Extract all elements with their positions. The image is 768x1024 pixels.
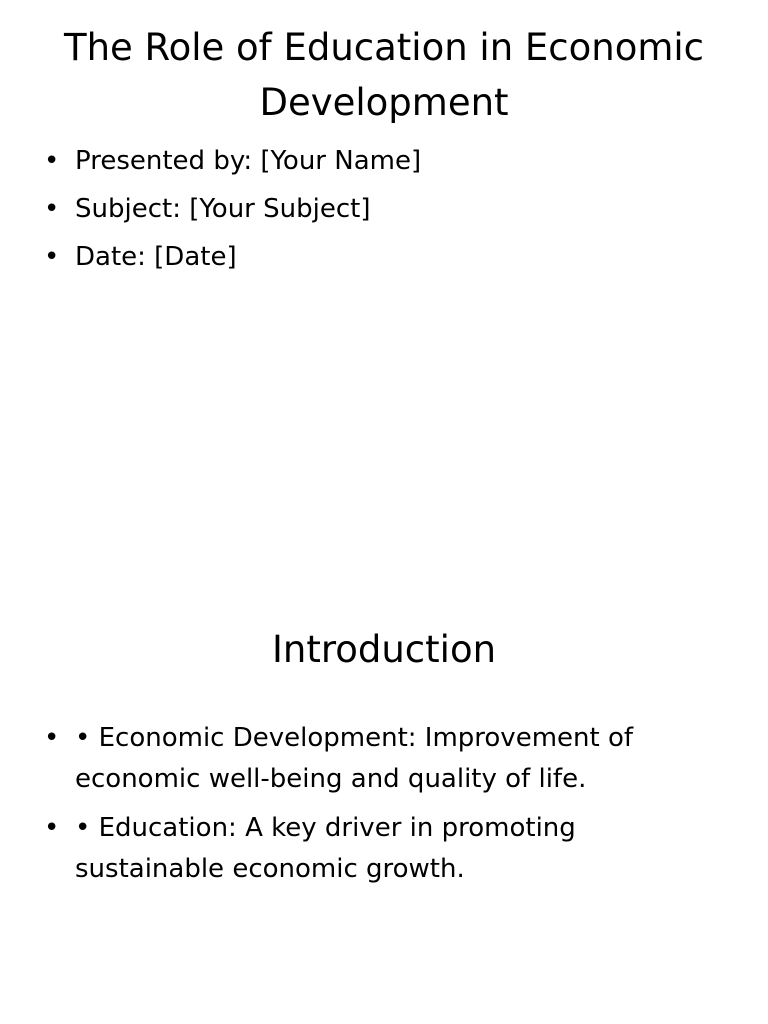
list-item [38, 718, 730, 800]
slide-title: The Role of Education in Economic Development [63, 26, 705, 124]
list-item [38, 808, 730, 890]
list-item [38, 189, 730, 229]
bullet-text: Subject: [Your Subject] [75, 194, 371, 224]
list-item [38, 237, 730, 277]
bullet-list [38, 718, 730, 898]
bullet-icon: • [44, 242, 60, 272]
bullet-text: Presented by: [Your Name] [75, 146, 422, 176]
bullet-text: Date: [Date] [75, 242, 237, 272]
bullet-text: • Economic Development: Improvement of economic well-being and quality of life. [75, 723, 634, 794]
slide-introduction [0, 576, 768, 1024]
bullet-icon: • [44, 146, 60, 176]
bullet-icon: • [44, 813, 60, 843]
bullet-text: • Education: A key driver in promoting sustainable economic growth. [75, 813, 576, 884]
bullet-list [38, 141, 730, 285]
bullet-icon: • [44, 194, 60, 224]
bullet-icon: • [44, 723, 60, 753]
slide-title: Introduction [271, 628, 497, 671]
list-item [38, 141, 730, 181]
